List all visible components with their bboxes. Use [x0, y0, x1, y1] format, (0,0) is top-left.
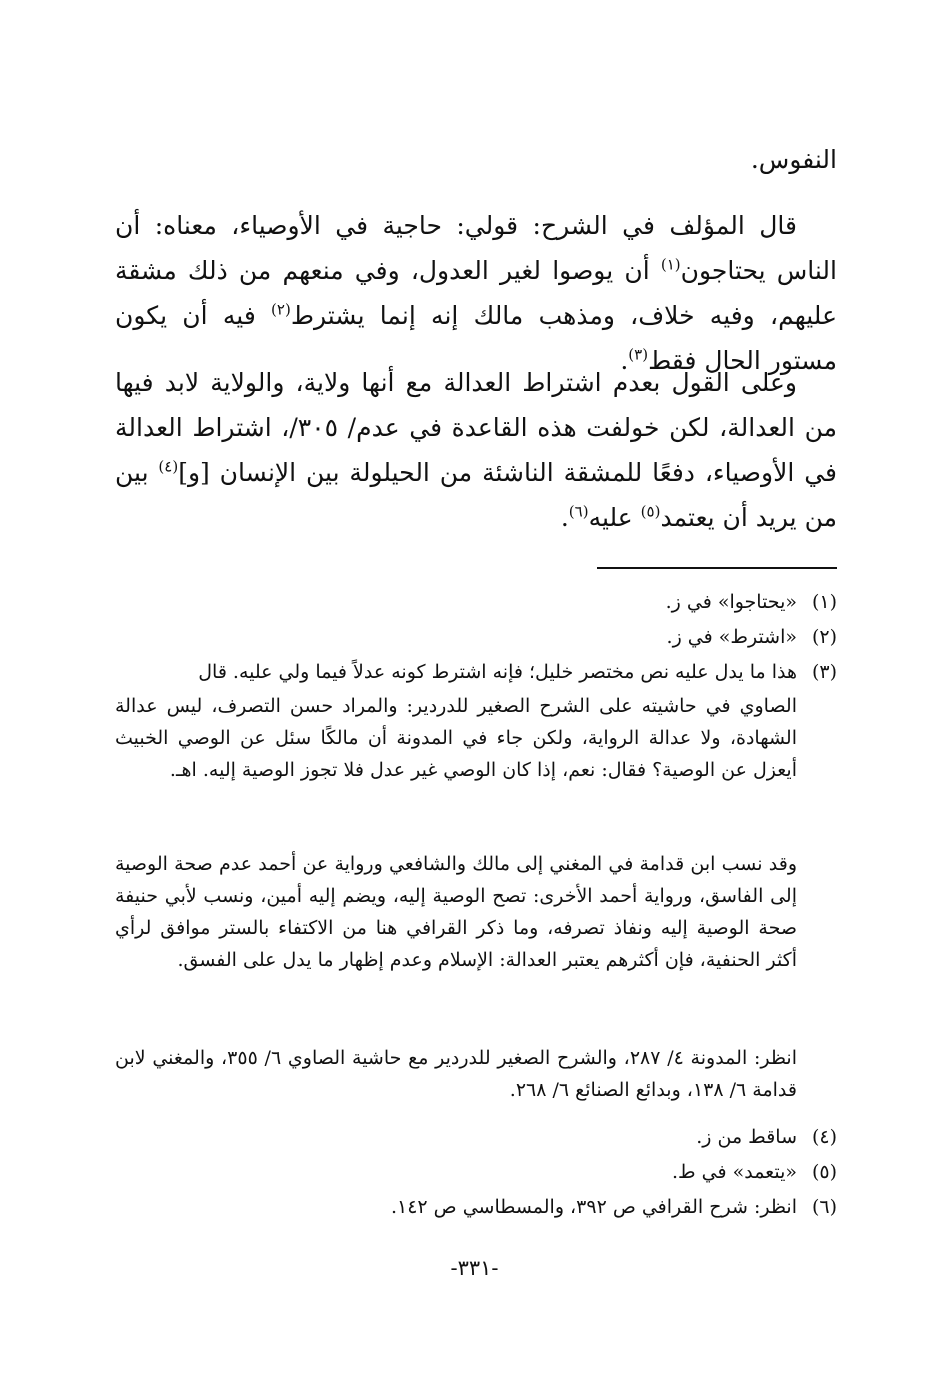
footnote-4-text: ساقط من ز.: [696, 1126, 797, 1148]
top-line: النفوس.: [750, 145, 837, 174]
footnote-3-first-line: هذا ما يدل عليه نص مختصر خليل؛ فإنه اشترط كونه عدلاً فيما ولي عليه. قال: [198, 661, 797, 683]
footnote-1: [115, 586, 837, 618]
footnote-3-number: (٣): [811, 661, 837, 683]
footnote-separator: [597, 567, 837, 569]
footnote-4: [115, 1121, 837, 1153]
paragraph-2-text-b: بين من يريد أن يعتمد: [115, 458, 837, 532]
footnote-2: [115, 621, 837, 653]
footnote-6: [115, 1191, 837, 1223]
page-number: -٣٣١-: [450, 1256, 499, 1280]
footnote-2-text: «اشترط» في ز.: [666, 626, 797, 648]
paragraph-2-text-d: .: [560, 503, 569, 532]
footnote-ref-1[interactable]: (١): [660, 255, 681, 274]
footnote-1-number: (١): [811, 591, 837, 613]
footnote-3-paragraph-2: وقد نسب ابن قدامة في المغني إلى مالك والشافعي ورواية عن أحمد عدم صحة الوصية إلى الفاسق، ورواية أحمد الأخرى: تصح الوصية إليه، ويضم إليه أمين، ونسب لأبي حنيفة صحة الوصية إليه ونفاذ تصرفه، وما ذكر القرافي هنا من الاكتفاء بالستر موافق لرأي أكثر الحنفية، فإن أكثرهم يعتبر العدالة: الإسلام وعدم إظهار ما يدل على الفسق.: [115, 853, 797, 971]
footnote-ref-6[interactable]: (٦): [568, 502, 589, 521]
footnote-2-number: (٢): [811, 626, 837, 648]
footnote-5-text: «يتعمد» في ط.: [671, 1161, 797, 1183]
footnote-3: [115, 656, 837, 688]
footnote-5: [115, 1156, 837, 1188]
footnote-3-continuation: الصاوي في حاشيته على الشرح الصغير للدردير: والمراد حسن التصرف، ليس عدالة الشهادة، ولا عدالة الرواية، ولكن جاء في المدونة أن مالكًا سئل عن الوصي الخبيث أيعزل عن الوصية؟ فقال: نعم، إذا كان الوصي غير عدل فلا تجوز الوصية إليه. اهـ.: [115, 695, 797, 781]
paragraph-2-text-c: عليه: [588, 503, 641, 532]
footnote-1-text: «يحتاجوا» في ز.: [665, 591, 797, 613]
paragraph-1-text-a: قال المؤلف في الشرح: قولي: حاجية في الأوصياء، معناه: أن الناس يحتاجون: [115, 211, 838, 285]
footnote-3-paragraph-3: انظر: المدونة ٤/ ٢٨٧، والشرح الصغير للدردير مع حاشية الصاوي ٦/ ٣٥٥، والمغني لابن قدامة ٦/ ١٣٨، وبدائع الصنائع ٦/ ٢٦٨.: [115, 1047, 797, 1101]
footnote-4-number: (٤): [811, 1126, 837, 1148]
footnote-ref-5[interactable]: (٥): [640, 502, 661, 521]
footnote-6-text: انظر: شرح القرافي ص ٣٩٢، والمسطاسي ص ١٤٢.: [390, 1196, 797, 1218]
footnote-ref-3[interactable]: (٣): [628, 345, 649, 364]
paragraph-1: [115, 203, 837, 383]
paragraph-1-text-b: أن يوصوا لغير العدول، وفي منعهم من ذلك مشقة عليهم، وفيه خلاف، ومذهب مالك إنه إنما يشترط: [115, 256, 837, 330]
footnote-ref-2[interactable]: (٢): [271, 300, 291, 319]
footnote-6-number: (٦): [811, 1196, 837, 1218]
paragraph-1-text-c: فيه أن يكون مستور الحال فقط: [115, 301, 837, 375]
paragraph-1-text-d: .: [620, 346, 629, 375]
paragraph-2: [115, 360, 837, 540]
footnote-ref-4[interactable]: (٤): [158, 457, 179, 476]
paragraph-2-text-a: وعلى القول بعدم اشتراط العدالة مع أنها ولاية، والولاية لابد فيها من العدالة، لكن خولفت هذه القاعدة في عدم/ ٣٠٥/، اشتراط العدالة في الأوصياء، دفعًا للمشقة الناشئة من الحيلولة بين الإنسان [و]: [115, 368, 837, 487]
footnote-5-number: (٥): [811, 1161, 837, 1183]
